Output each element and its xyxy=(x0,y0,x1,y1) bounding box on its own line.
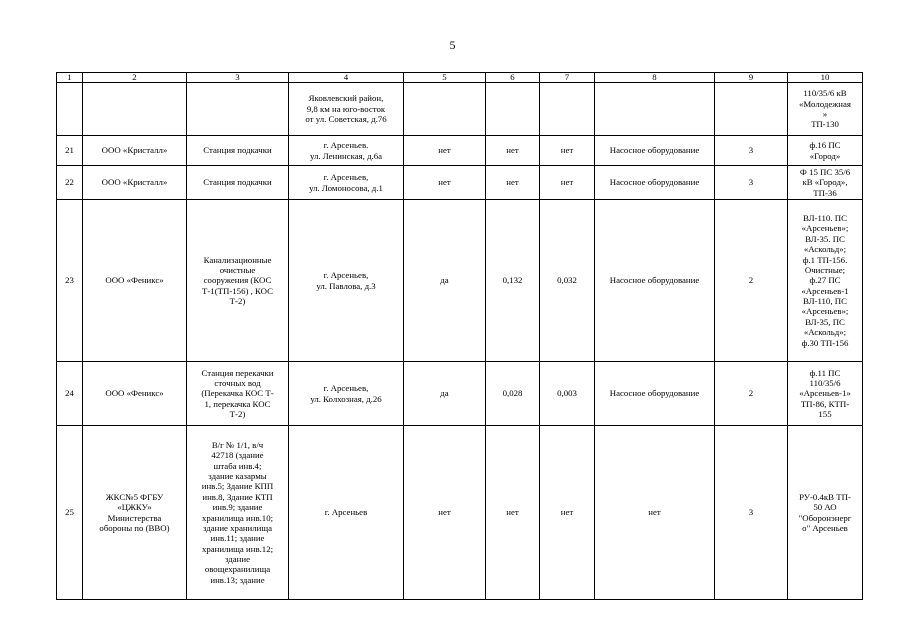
object-cell: В/г № 1/1, в/ч 42718 (здание штаба инв.4; здание казармы инв.5; Здание КПП инв.8, Здание КТП инв.9; здание хранилища инв.10; здание хранилища инв.11; здание хранилища инв.12; здание овощехранилища инв.13; здание xyxy=(187,426,289,600)
table-row xyxy=(57,362,863,426)
column-7-cell: 0,003 xyxy=(540,362,595,426)
column-header: 6 xyxy=(486,73,540,83)
address-cell: г. Арсеньев xyxy=(289,426,404,600)
column-5-cell: да xyxy=(404,362,486,426)
column-5-cell xyxy=(404,83,486,136)
organization-cell: ООО «Кристалл» xyxy=(83,166,187,200)
row-number-cell: 23 xyxy=(57,200,83,362)
category-cell: 3 xyxy=(715,426,788,600)
table-row xyxy=(57,166,863,200)
power-source-cell: РУ-0.4кВ ТП- 50 АО "Оборонэнерг о" Арсеньев xyxy=(788,426,863,600)
column-numbers-row xyxy=(57,73,863,83)
table-row xyxy=(57,426,863,600)
category-cell: 2 xyxy=(715,200,788,362)
column-header: 7 xyxy=(540,73,595,83)
equipment-cell: Насосное оборудование xyxy=(595,200,715,362)
address-cell: г. Арсеньев, ул. Колхозная, д.26 xyxy=(289,362,404,426)
power-source-cell: ВЛ-110. ПС «Арсеньев»; ВЛ-35. ПС «Аскольд»; ф.1 ТП-156. Очистные; ф.27 ПС «Арсеньев-1 ВЛ-110, ПС «Арсеньев»; ВЛ-35, ПС «Аскольд»; ф.30 ТП-156 xyxy=(788,200,863,362)
category-cell: 3 xyxy=(715,166,788,200)
equipment-cell: Насосное оборудование xyxy=(595,166,715,200)
object-cell: Станция подкачки xyxy=(187,166,289,200)
column-6-cell: нет xyxy=(486,426,540,600)
row-number-cell xyxy=(57,83,83,136)
object-cell: Станция перекачки сточных вод (Перекачка КОС Т- 1, перекачка КОС Т-2) xyxy=(187,362,289,426)
column-6-cell: 0,132 xyxy=(486,200,540,362)
row-number-cell: 21 xyxy=(57,136,83,166)
column-6-cell: 0,028 xyxy=(486,362,540,426)
equipment-cell xyxy=(595,83,715,136)
object-cell: Станция подкачки xyxy=(187,136,289,166)
table-row xyxy=(57,136,863,166)
table-row xyxy=(57,200,863,362)
organization-cell: ООО «Кристалл» xyxy=(83,136,187,166)
column-header: 10 xyxy=(788,73,863,83)
column-7-cell: нет xyxy=(540,426,595,600)
page-number: 5 xyxy=(449,38,456,52)
address-cell: г. Арсеньев. ул. Ленинская, д.6а xyxy=(289,136,404,166)
organization-cell xyxy=(83,83,187,136)
equipment-cell: Насосное оборудование xyxy=(595,136,715,166)
column-6-cell: нет xyxy=(486,166,540,200)
object-cell: Канализационные очистные сооружения (КОС Т-1(ТП-156) , КОС Т-2) xyxy=(187,200,289,362)
organization-cell: ЖКС№5 ФГБУ «ЦЖКУ» Министерства обороны по (ВВО) xyxy=(83,426,187,600)
equipment-cell: нет xyxy=(595,426,715,600)
organization-cell: ООО «Феникс» xyxy=(83,200,187,362)
column-header: 1 xyxy=(57,73,83,83)
column-header: 2 xyxy=(83,73,187,83)
column-7-cell: 0,032 xyxy=(540,200,595,362)
column-6-cell: нет xyxy=(486,136,540,166)
column-header: 9 xyxy=(715,73,788,83)
column-header: 5 xyxy=(404,73,486,83)
address-cell: г. Арсеньев, ул. Павлова, д.3 xyxy=(289,200,404,362)
address-cell: Яковлевский район, 9,8 км на юго-восток от ул. Советская, д.76 xyxy=(289,83,404,136)
equipment-cell: Насосное оборудование xyxy=(595,362,715,426)
column-7-cell: нет xyxy=(540,136,595,166)
category-cell xyxy=(715,83,788,136)
address-cell: г. Арсеньев, ул. Ломоносова, д.1 xyxy=(289,166,404,200)
row-number-cell: 25 xyxy=(57,426,83,600)
register-table xyxy=(56,72,863,600)
column-7-cell xyxy=(540,83,595,136)
row-number-cell: 24 xyxy=(57,362,83,426)
column-6-cell xyxy=(486,83,540,136)
column-5-cell: да xyxy=(404,200,486,362)
power-source-cell: ф.11 ПС 110/35/6 «Арсеньев-1» ТП-86, КТП- 155 xyxy=(788,362,863,426)
column-header: 4 xyxy=(289,73,404,83)
power-source-cell: 110/35/6 кВ «Молодежная » ТП-130 xyxy=(788,83,863,136)
column-5-cell: нет xyxy=(404,166,486,200)
category-cell: 3 xyxy=(715,136,788,166)
column-7-cell: нет xyxy=(540,166,595,200)
object-cell xyxy=(187,83,289,136)
power-source-cell: ф.16 ПС «Город» xyxy=(788,136,863,166)
power-source-cell: Ф 15 ПС 35/6 кВ «Город», ТП-36 xyxy=(788,166,863,200)
column-5-cell: нет xyxy=(404,136,486,166)
column-header: 3 xyxy=(187,73,289,83)
table-row xyxy=(57,83,863,136)
row-number-cell: 22 xyxy=(57,166,83,200)
column-5-cell: нет xyxy=(404,426,486,600)
organization-cell: ООО «Феникс» xyxy=(83,362,187,426)
category-cell: 2 xyxy=(715,362,788,426)
column-header: 8 xyxy=(595,73,715,83)
